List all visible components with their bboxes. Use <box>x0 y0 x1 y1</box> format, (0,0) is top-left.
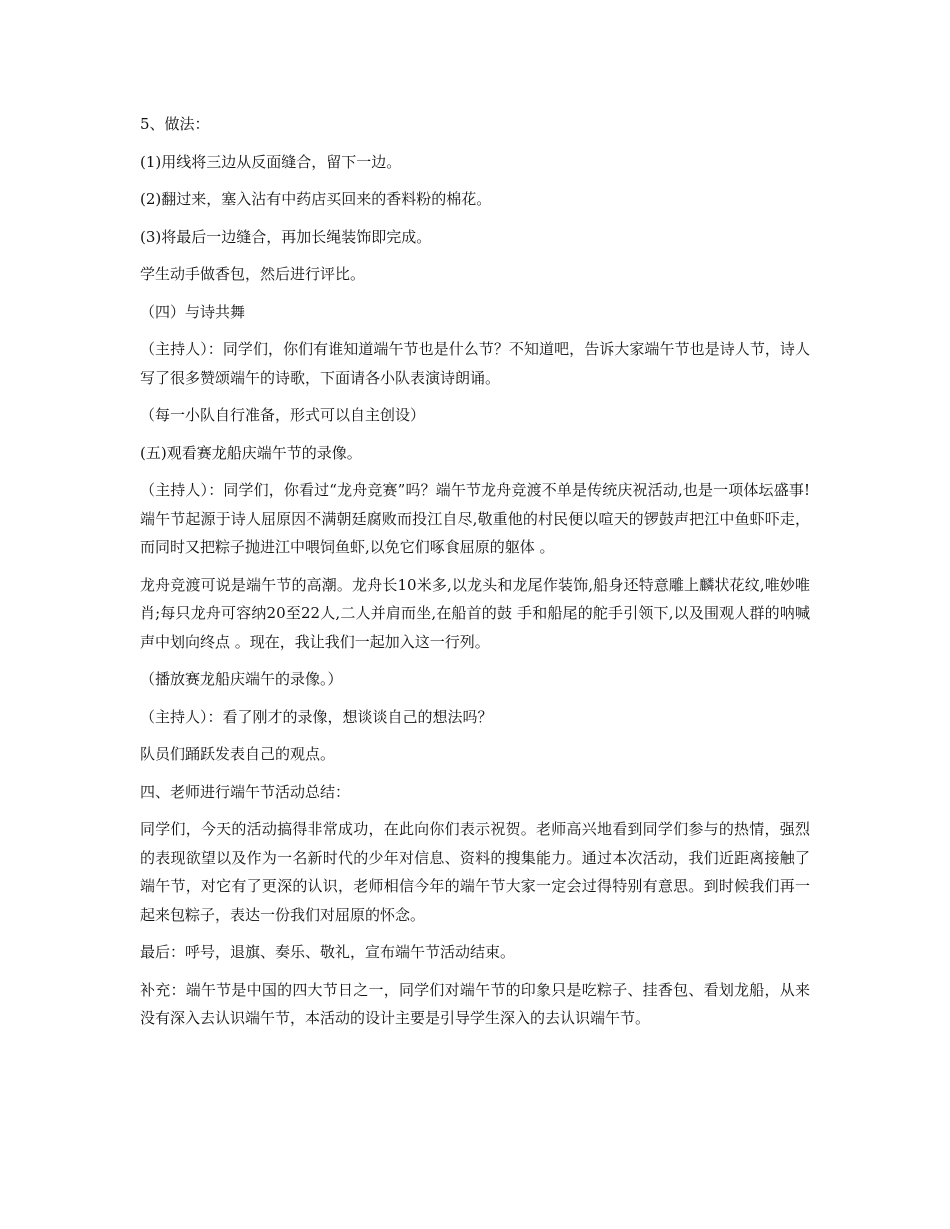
document-page <box>140 110 810 1042</box>
paragraph-step-1: (1)用线将三边从反面缝合，留下一边。 <box>140 152 402 171</box>
paragraph-teacher-summary: 同学们，今天的活动搞得非常成功，在此向你们表示祝贺。老师高兴地看到同学们参与的热情，强烈的表现欲望以及作为一名新时代的少年对信息、资料的搜集能力。通过本次活动，我们近距离接触了端午节，对它有了更深的认识，老师相信今年的端午节大家一定会过得特别有意思。到时候我们再一起来包粽子，表达一份我们对屈原的怀念。 <box>140 820 810 924</box>
paragraph-closing: 最后：呼号，退旗、奏乐、敬礼，宣布端午节活动结束。 <box>140 943 516 961</box>
section-heading-video: (五)观看赛龙船庆端午节的录像。 <box>140 443 362 462</box>
paragraph-supplement: 补充：端午节是中国的四大节日之一，同学们对端午节的印象只是吃粽子、挂香包、看划龙船，从来没有深入去认识端午节，本活动的设计主要是引导学生深入的去认识端午节。 <box>140 980 810 1027</box>
paragraph-host-question: （主持人）：看了刚才的录像，想谈谈自己的想法吗？ <box>140 707 493 726</box>
paragraph-members-speak: 队员们踊跃发表自己的观点。 <box>140 745 336 763</box>
paragraph-host-dragon-boat: （主持人）：同学们，你看过“龙舟竞赛”吗？端午节龙舟竞渡不单是传统庆祝活动,也是一项体坛盛事!端午节起源于诗人屈原因不满朝廷腐败而投江自尽,敬重他的村民便以喧天的锣鼓声把江中鱼虾吓走，而同时又把粽子抛进江中喂饲鱼虾,以免它们啄食屈原的躯体 。 <box>140 481 810 556</box>
paragraph-step-2: (2)翻过来，塞入沾有中药店买回来的香料粉的棉花。 <box>140 190 492 208</box>
paragraph-step-3: (3)将最后一边缝合，再加长绳装饰即完成。 <box>140 227 432 246</box>
section-heading-summary: 四、老师进行端午节活动总结： <box>140 782 351 801</box>
paragraph-play-video: （播放赛龙船庆端午的录像。） <box>140 670 343 688</box>
paragraph-make-sachet: 学生动手做香包，然后进行评比。 <box>140 265 366 283</box>
section-heading-poetry: （四）与诗共舞 <box>140 302 246 321</box>
paragraph-step-5-heading: 5、做法： <box>140 115 210 133</box>
paragraph-host-poetry: （主持人）：同学们，你们有谁知道端午节也是什么节？不知道吧，告诉大家端午节也是诗人节，诗人写了很多赞颂端午的诗歌，下面请各小队表演诗朗诵。 <box>140 340 810 387</box>
paragraph-team-prep: （每一小队自行准备，形式可以自主创设） <box>140 406 426 424</box>
paragraph-dragon-boat-race: 龙舟竞渡可说是端午节的高潮。龙舟长10米多,以龙头和龙尾作装饰,船身还特意雕上麟状花纹,唯妙唯肖;每只龙舟可容纳20至22人,二人并肩而坐,在船首的鼓 手和船尾的舵手引领下,以及围观人群的呐喊声中划向终点 。现在，我让我们一起加入这一行列。 <box>140 575 810 651</box>
